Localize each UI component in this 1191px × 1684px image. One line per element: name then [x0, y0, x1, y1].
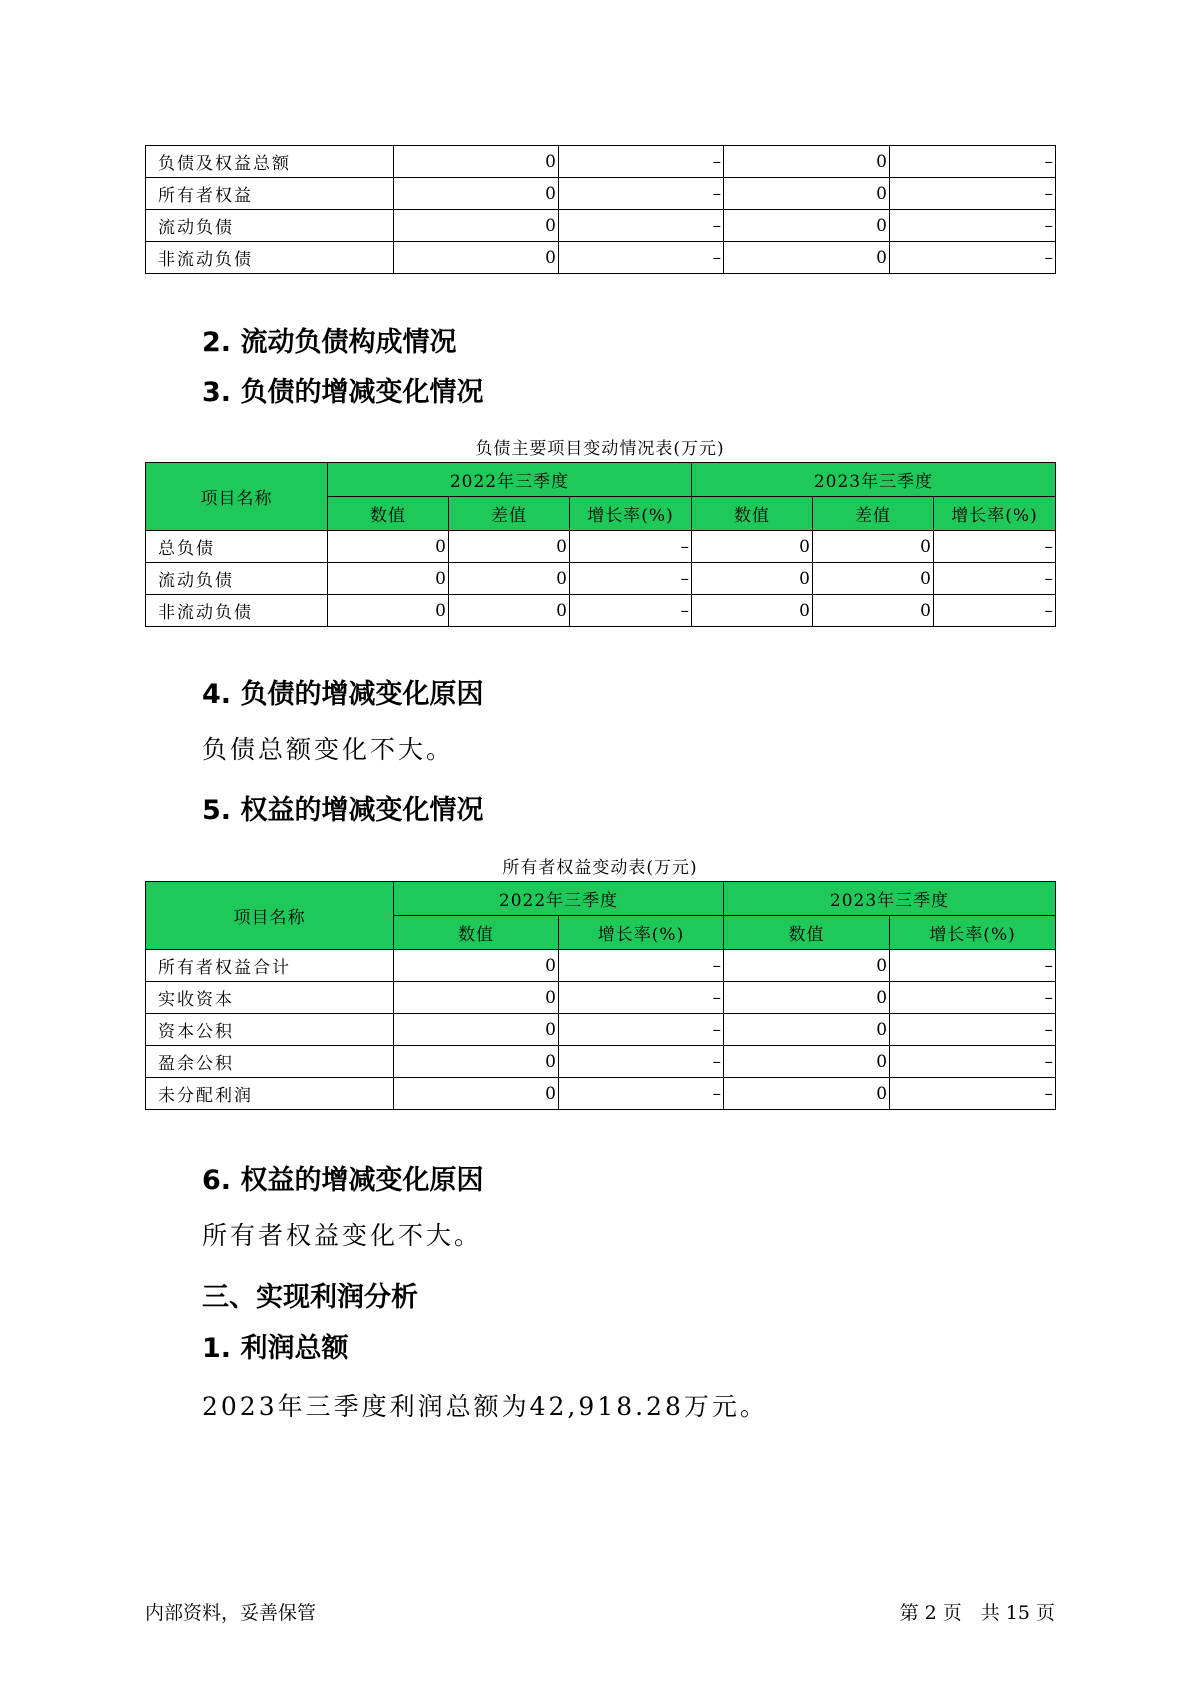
cell-value: 0 [394, 1078, 559, 1110]
col-header-value: 数值 [394, 916, 559, 950]
row-label: 所有者权益 [146, 178, 394, 210]
cell-growth-rate: – [559, 982, 724, 1014]
liability-change-body [146, 463, 1056, 627]
section-heading-total-profit: 1. 利润总额 [202, 1333, 349, 1364]
col-header-item-name: 项目名称 [146, 463, 328, 531]
cell-difference: 0 [449, 531, 570, 563]
section-heading-equity-changes: 5. 权益的增减变化情况 [202, 795, 484, 826]
cell-value: 0 [724, 178, 890, 210]
cell-difference: 0 [449, 595, 570, 627]
section-heading-equity-reasons: 6. 权益的增减变化原因 [202, 1165, 484, 1196]
col-header-growth-rate: 增长率(%) [559, 916, 724, 950]
footer-confidential-note: 内部资料，妥善保管 [145, 1602, 317, 1624]
cell-value: 0 [724, 1014, 890, 1046]
section-heading-current-liabilities: 2. 流动负债构成情况 [202, 327, 457, 358]
cell-value: 0 [724, 982, 890, 1014]
col-header-item-name: 项目名称 [146, 882, 394, 950]
cell-growth-rate: – [559, 950, 724, 982]
equity-reason-text: 所有者权益变化不大。 [202, 1221, 483, 1250]
cell-growth-rate: – [890, 146, 1056, 178]
table-row [146, 563, 1056, 595]
cell-growth-rate: – [890, 210, 1056, 242]
cell-value: 0 [394, 210, 559, 242]
row-label: 盈余公积 [146, 1046, 394, 1078]
row-label: 流动负债 [146, 563, 328, 595]
footer-page-number: 第 2 页 共 15 页 [899, 1602, 1055, 1624]
cell-value: 0 [394, 950, 559, 982]
balance-summary-table [145, 145, 1056, 274]
col-header-growth-rate: 增长率(%) [890, 916, 1056, 950]
cell-growth-rate: – [890, 1078, 1056, 1110]
col-header-difference: 差值 [813, 497, 934, 531]
cell-growth-rate: – [890, 178, 1056, 210]
liability-change-table [145, 462, 1056, 627]
table-header-row [146, 882, 1056, 916]
section-heading-liability-reasons: 4. 负债的增减变化原因 [202, 679, 484, 710]
table-row [146, 146, 1056, 178]
col-header-period-2022: 2022年三季度 [328, 463, 692, 497]
section-heading-liability-changes: 3. 负债的增减变化情况 [202, 377, 484, 408]
cell-value: 0 [394, 982, 559, 1014]
row-label: 负债及权益总额 [146, 146, 394, 178]
col-header-period-2022: 2022年三季度 [394, 882, 724, 916]
cell-growth-rate: – [559, 242, 724, 274]
table-row [146, 242, 1056, 274]
cell-difference: 0 [813, 563, 934, 595]
row-label: 总负债 [146, 531, 328, 563]
cell-value: 0 [692, 563, 813, 595]
cell-value: 0 [692, 595, 813, 627]
total-profit-text: 2023年三季度利润总额为42,918.28万元。 [202, 1392, 768, 1421]
equity-table-caption: 所有者权益变动表(万元) [502, 858, 698, 878]
cell-value: 0 [724, 1046, 890, 1078]
cell-value: 0 [328, 595, 449, 627]
cell-value: 0 [724, 210, 890, 242]
table-row [146, 950, 1056, 982]
cell-value: 0 [724, 242, 890, 274]
col-header-period-2023: 2023年三季度 [724, 882, 1056, 916]
balance-summary-body [146, 146, 1056, 274]
cell-value: 0 [394, 242, 559, 274]
table-row [146, 178, 1056, 210]
row-label: 非流动负债 [146, 242, 394, 274]
cell-growth-rate: – [559, 178, 724, 210]
table-row [146, 1014, 1056, 1046]
col-header-growth-rate: 增长率(%) [934, 497, 1056, 531]
cell-growth-rate: – [890, 1014, 1056, 1046]
cell-value: 0 [328, 563, 449, 595]
col-header-value: 数值 [692, 497, 813, 531]
col-header-period-2023: 2023年三季度 [692, 463, 1056, 497]
liability-table-caption: 负债主要项目变动情况表(万元) [475, 439, 725, 459]
row-label: 流动负债 [146, 210, 394, 242]
cell-growth-rate: – [934, 531, 1056, 563]
table-row [146, 595, 1056, 627]
cell-growth-rate: – [890, 242, 1056, 274]
liability-reason-text: 负债总额变化不大。 [202, 735, 455, 764]
cell-growth-rate: – [890, 950, 1056, 982]
cell-value: 0 [394, 146, 559, 178]
table-row [146, 982, 1056, 1014]
cell-growth-rate: – [934, 595, 1056, 627]
table-row [146, 210, 1056, 242]
cell-value: 0 [394, 178, 559, 210]
cell-growth-rate: – [570, 595, 692, 627]
table-row [146, 531, 1056, 563]
row-label: 非流动负债 [146, 595, 328, 627]
cell-growth-rate: – [559, 1046, 724, 1078]
cell-growth-rate: – [559, 146, 724, 178]
cell-value: 0 [394, 1014, 559, 1046]
row-label: 实收资本 [146, 982, 394, 1014]
col-header-value: 数值 [328, 497, 449, 531]
row-label: 未分配利润 [146, 1078, 394, 1110]
cell-difference: 0 [813, 595, 934, 627]
cell-value: 0 [724, 950, 890, 982]
cell-growth-rate: – [559, 1078, 724, 1110]
equity-change-body [146, 882, 1056, 1110]
table-row [146, 1078, 1056, 1110]
cell-value: 0 [394, 1046, 559, 1078]
cell-growth-rate: – [570, 563, 692, 595]
cell-difference: 0 [813, 531, 934, 563]
col-header-value: 数值 [724, 916, 890, 950]
table-row [146, 1046, 1056, 1078]
cell-growth-rate: – [890, 1046, 1056, 1078]
row-label: 资本公积 [146, 1014, 394, 1046]
cell-value: 0 [328, 531, 449, 563]
cell-growth-rate: – [570, 531, 692, 563]
col-header-difference: 差值 [449, 497, 570, 531]
cell-growth-rate: – [559, 1014, 724, 1046]
row-label: 所有者权益合计 [146, 950, 394, 982]
cell-difference: 0 [449, 563, 570, 595]
cell-value: 0 [724, 146, 890, 178]
equity-change-table [145, 881, 1056, 1110]
cell-value: 0 [724, 1078, 890, 1110]
col-header-growth-rate: 增长率(%) [570, 497, 692, 531]
cell-growth-rate: – [934, 563, 1056, 595]
cell-growth-rate: – [559, 210, 724, 242]
table-header-row [146, 463, 1056, 497]
cell-growth-rate: – [890, 982, 1056, 1014]
cell-value: 0 [692, 531, 813, 563]
section-heading-profit-analysis: 三、实现利润分析 [202, 1282, 418, 1313]
